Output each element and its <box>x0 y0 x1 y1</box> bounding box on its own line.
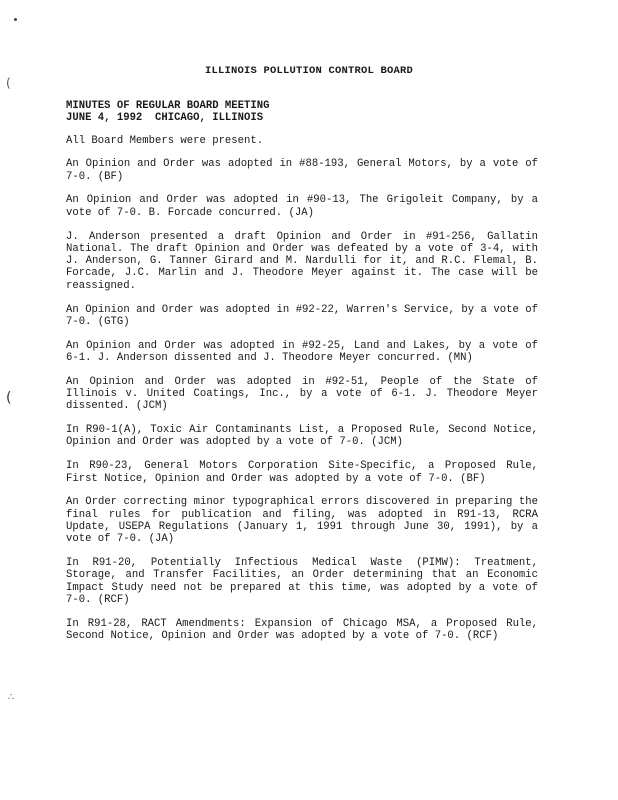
margin-mark: ∴ <box>8 692 15 703</box>
meeting-title: MINUTES OF REGULAR BOARD MEETING <box>66 100 270 112</box>
scan-speck <box>14 18 17 21</box>
minutes-paragraph: An Opinion and Order was adopted in #88-193, General Motors, by a vote of 7-0. (BF) <box>66 158 538 183</box>
margin-mark: ( <box>6 390 12 406</box>
minutes-paragraph: An Opinion and Order was adopted in #92-22, Warren's Service, by a vote of 7-0. (GTG) <box>66 303 538 328</box>
minutes-paragraph: In R90-23, General Motors Corporation Site-Specific, a Proposed Rule, First Notice, Opinion and Order was adopted by a vote of 7-0. (BF) <box>66 460 538 485</box>
meeting-heading <box>66 100 538 125</box>
minutes-paragraph: All Board Members were present. <box>66 134 264 147</box>
minutes-body <box>66 100 538 654</box>
minutes-paragraph: An Order correcting minor typographical errors discovered in preparing the final rules for publication and filing, was adopted in R91-13, RCRA Update, USEPA Regulations (January 1, 1991 through June 30, 1991), by a vote of 7-0. (JA) <box>66 496 538 546</box>
meeting-date-location: JUNE 4, 1992 CHICAGO, ILLINOIS <box>66 112 264 125</box>
minutes-paragraph: In R91-28, RACT Amendments: Expansion of Chicago MSA, a Proposed Rule, Second Notice, Opinion and Order was adopted by a vote of 7-0. (RCF) <box>66 617 538 642</box>
minutes-paragraph: In R91-20, Potentially Infectious Medical Waste (PIMW): Treatment, Storage, and Transfer Facilities, an Order determining that an Economic Impact Study need not be prepared at this time, was adopted by a vote of 7-0. (RCF) <box>66 557 538 606</box>
minutes-paragraph: In R90-1(A), Toxic Air Contaminants List, a Proposed Rule, Second Notice, Opinion and Order was adopted by a vote of 7-0. (JCM) <box>66 424 538 449</box>
minutes-paragraph: An Opinion and Order was adopted in #92-51, People of the State of Illinois v. United Coatings, Inc., by a vote of 6-1. J. Theodore Meyer dissented. (JCM) <box>66 375 538 413</box>
minutes-paragraph: J. Anderson presented a draft Opinion and Order in #91-256, Gallatin National. The draft Opinion and Order was defeated by a vote of 3-4, with J. Anderson, G. Tanner Girard and M. Nardulli for it, and R.C. Flemal, B. Forcade, J.C. Marlin and J. Theodore Meyer against it. The case will be reassigned. <box>66 230 538 292</box>
margin-mark: ( <box>6 76 11 90</box>
board-header: ILLINOIS POLLUTION CONTROL BOARD <box>204 65 414 77</box>
minutes-paragraph: An Opinion and Order was adopted in #90-13, The Grigoleit Company, by a vote of 7-0. B. Forcade concurred. (JA) <box>66 194 538 219</box>
minutes-paragraph: An Opinion and Order was adopted in #92-25, Land and Lakes, by a vote of 6-1. J. Anderson dissented and J. Theodore Meyer concurred. (MN) <box>66 339 538 364</box>
